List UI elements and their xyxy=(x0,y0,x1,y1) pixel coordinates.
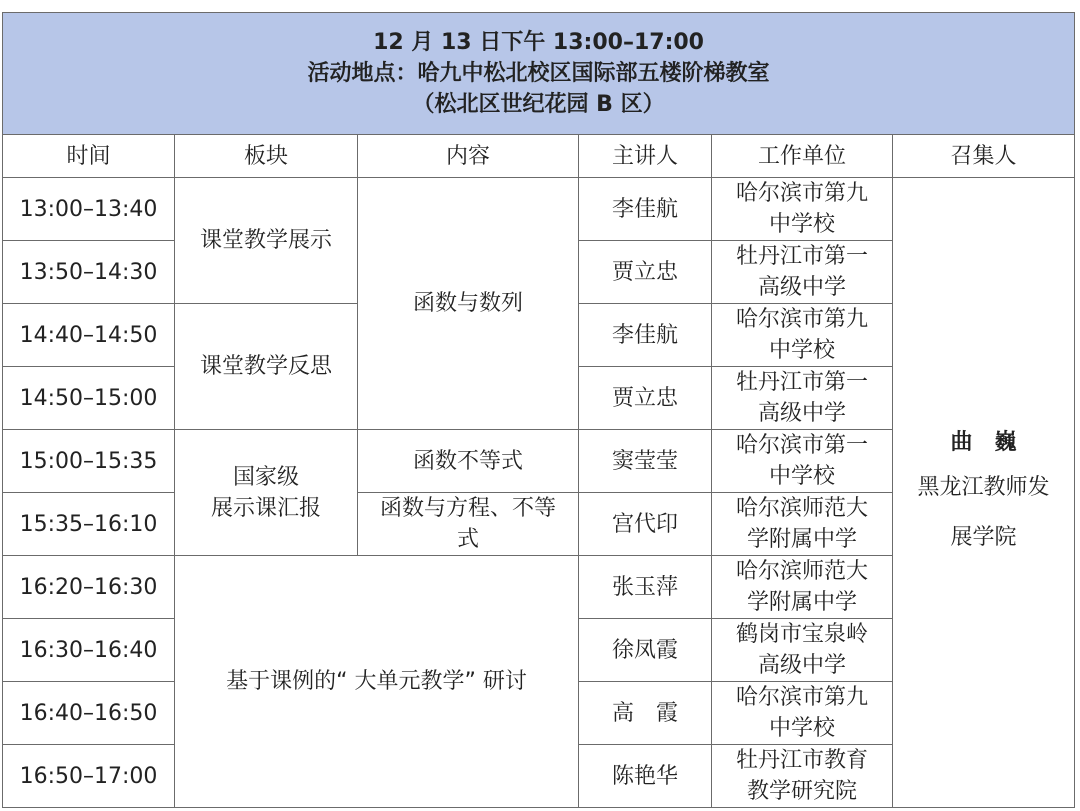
org-line: 哈尔滨市第九 xyxy=(735,181,868,206)
convener-organization xyxy=(899,468,1068,558)
org-line: 哈尔滨市第九 xyxy=(735,307,868,332)
org-line: 中学校 xyxy=(768,338,835,363)
organization-cell xyxy=(712,304,893,367)
speaker-cell: 陈艳华 xyxy=(579,745,712,808)
org-line: 高级中学 xyxy=(757,653,846,678)
organization-cell xyxy=(712,493,893,556)
time-cell: 16:20–16:30 xyxy=(3,556,175,619)
org-line: 牡丹江市第一 xyxy=(735,244,868,269)
org-line: 哈尔滨师范大 xyxy=(735,559,868,584)
speaker-cell: 李佳航 xyxy=(579,178,712,241)
organization-cell xyxy=(712,619,893,682)
header-content: 内容 xyxy=(358,135,579,178)
time-cell: 13:50–14:30 xyxy=(3,241,175,304)
convener-org-line: 展学院 xyxy=(950,525,1017,550)
banner-date-time: 12 月 13 日下午 13:00–17:00 xyxy=(373,30,704,55)
org-line: 中学校 xyxy=(768,464,835,489)
schedule-banner xyxy=(3,13,1075,135)
section-line: 展示课汇报 xyxy=(210,495,321,521)
time-cell: 14:50–15:00 xyxy=(3,367,175,430)
org-line: 哈尔滨师范大 xyxy=(735,496,868,521)
section-cell xyxy=(175,430,358,556)
org-line: 哈尔滨市第九 xyxy=(735,685,868,710)
organization-cell xyxy=(712,682,893,745)
organization-cell xyxy=(712,556,893,619)
speaker-cell: 宫代印 xyxy=(579,493,712,556)
org-line: 中学校 xyxy=(768,212,835,237)
convener-org-line: 黑龙江教师发 xyxy=(917,475,1050,500)
header-row xyxy=(3,135,1075,178)
organization-cell xyxy=(712,367,893,430)
org-line: 高级中学 xyxy=(757,275,846,300)
banner-location: 活动地点：哈九中松北校区国际部五楼阶梯教室 xyxy=(307,61,770,86)
org-line: 中学校 xyxy=(768,716,835,741)
content-cell xyxy=(358,493,579,556)
header-speaker: 主讲人 xyxy=(579,135,712,178)
speaker-cell: 张玉萍 xyxy=(579,556,712,619)
time-cell: 15:35–16:10 xyxy=(3,493,175,556)
time-cell: 16:40–16:50 xyxy=(3,682,175,745)
section-line: 国家级 xyxy=(232,464,299,490)
section-cell: 课堂教学反思 xyxy=(175,304,358,430)
organization-cell xyxy=(712,241,893,304)
speaker-cell: 贾立忠 xyxy=(579,367,712,430)
content-line: 函数与方程、不等 xyxy=(379,496,556,521)
time-cell: 16:30–16:40 xyxy=(3,619,175,682)
header-organization: 工作单位 xyxy=(712,135,893,178)
header-section: 板块 xyxy=(175,135,358,178)
org-line: 高级中学 xyxy=(757,401,846,426)
banner-address: （松北区世纪花园 B 区） xyxy=(412,92,665,117)
convener-cell xyxy=(893,178,1075,808)
time-cell: 16:50–17:00 xyxy=(3,745,175,808)
time-cell: 13:00–13:40 xyxy=(3,178,175,241)
convener-name: 曲 巍 xyxy=(950,430,1017,455)
content-line: 式 xyxy=(456,527,479,552)
section-cell: 基于课例的“ 大单元教学” 研讨 xyxy=(175,556,579,808)
org-line: 学附属中学 xyxy=(746,527,857,552)
org-line: 学附属中学 xyxy=(746,590,857,615)
organization-cell xyxy=(712,178,893,241)
organization-cell xyxy=(712,430,893,493)
speaker-cell: 高 霞 xyxy=(579,682,712,745)
speaker-cell: 贾立忠 xyxy=(579,241,712,304)
organization-cell xyxy=(712,745,893,808)
speaker-cell: 窦莹莹 xyxy=(579,430,712,493)
schedule-table xyxy=(2,12,1075,808)
time-cell: 14:40–14:50 xyxy=(3,304,175,367)
header-convener: 召集人 xyxy=(893,135,1075,178)
time-cell: 15:00–15:35 xyxy=(3,430,175,493)
org-line: 牡丹江市第一 xyxy=(735,370,868,395)
org-line: 牡丹江市教育 xyxy=(735,748,868,773)
section-cell: 课堂教学展示 xyxy=(175,178,358,304)
content-cell: 函数与数列 xyxy=(358,178,579,430)
org-line: 教学研究院 xyxy=(746,779,857,804)
table-row xyxy=(3,178,1075,241)
speaker-cell: 李佳航 xyxy=(579,304,712,367)
org-line: 哈尔滨市第一 xyxy=(735,433,868,458)
org-line: 鹤岗市宝泉岭 xyxy=(735,622,868,647)
header-time: 时间 xyxy=(3,135,175,178)
speaker-cell: 徐凤霞 xyxy=(579,619,712,682)
content-cell: 函数不等式 xyxy=(358,430,579,493)
